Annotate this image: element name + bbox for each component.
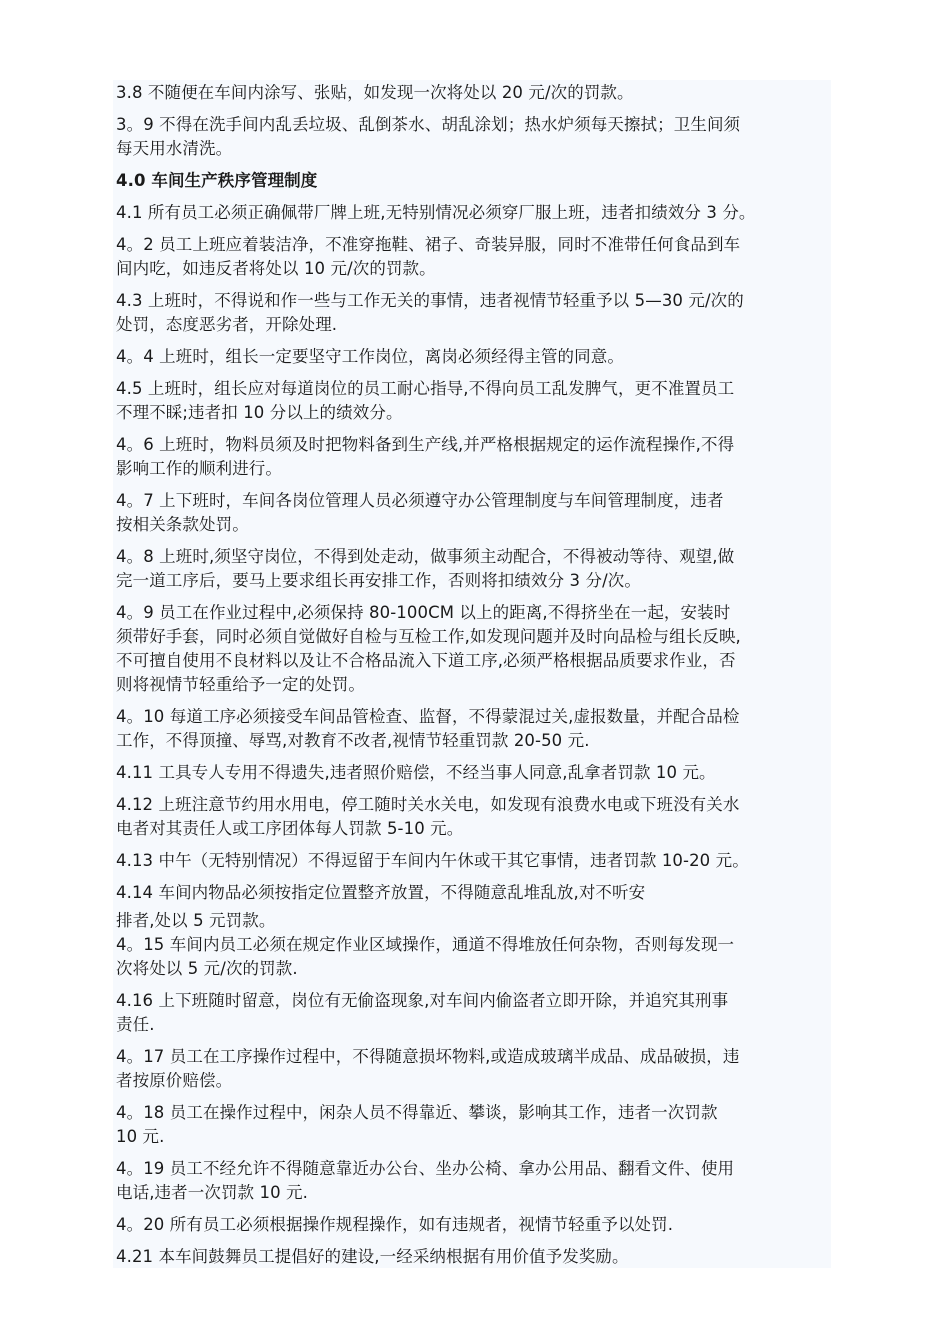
- text-line: 完一道工序后，要马上要求组长再安排工作，否则将扣绩效分 3 分/次。: [116, 571, 641, 590]
- text-line: 4。2 员工上班应着装洁净，不准穿拖鞋、裙子、奇装异服，同时不准带任何食品到车: [116, 235, 741, 254]
- text-line: 按相关条款处罚。: [116, 515, 249, 534]
- text-line: 影响工作的顺利进行。: [116, 459, 282, 478]
- text-line: 4.1 所有员工必须正确佩带厂牌上班,无特别情况必须穿厂服上班，违者扣绩效分 3 分。: [116, 203, 756, 222]
- text-line: 3.8 不随便在车间内涂写、张贴，如发现一次将处以 20 元/次的罚款。: [116, 83, 634, 102]
- text-line: 4.13 中午（无特别情况）不得逗留于车间内午休或干其它事情，违者罚款 10-20 元。: [116, 851, 749, 870]
- text-line: 4.5 上班时，组长应对每道岗位的员工耐心指导,不得向员工乱发脾气，更不准置员工: [116, 379, 735, 398]
- text-line: 4.21 本车间鼓舞员工提倡好的建设,一经采纳根据有用价值予发奖励。: [116, 1247, 629, 1266]
- text-line: 4.16 上下班随时留意，岗位有无偷盗现象,对车间内偷盗者立即开除，并追究其刑事: [116, 991, 729, 1010]
- text-line: 电者对其责任人或工序团体每人罚款 5-10 元。: [116, 819, 464, 838]
- text-line: 责任.: [116, 1015, 155, 1034]
- text-line: 则将视情节轻重给予一定的处罚。: [116, 675, 365, 694]
- text-line: 4。20 所有员工必须根据操作规程操作，如有违规者，视情节轻重予以处罚.: [116, 1215, 674, 1234]
- text-line: 4。19 员工不经允许不得随意靠近办公台、坐办公椅、拿办公用品、翻看文件、使用: [116, 1159, 735, 1178]
- text-line: 电话,违者一次罚款 10 元.: [116, 1183, 308, 1202]
- text-line: 4。4 上班时，组长一定要坚守工作岗位，离岗必须经得主管的同意。: [116, 347, 624, 366]
- text-line: 4。18 员工在操作过程中，闲杂人员不得靠近、攀谈，影响其工作，违者一次罚款: [116, 1103, 718, 1122]
- text-line: 次将处以 5 元/次的罚款.: [116, 959, 298, 978]
- text-line: 4。7 上下班时，车间各岗位管理人员必须遵守办公管理制度与车间管理制度，违者: [116, 491, 724, 510]
- text-line: 排者,处以 5 元罚款。: [116, 911, 276, 930]
- text-line: 3。9 不得在洗手间内乱丢垃圾、乱倒茶水、胡乱涂划；热水炉须每天擦拭；卫生间须: [116, 115, 741, 134]
- text-line: 4。9 员工在作业过程中,必须保持 80-100CM 以上的距离,不得挤坐在一起，安装时: [116, 603, 731, 622]
- text-line: 10 元.: [116, 1127, 165, 1146]
- text-line: 4.11 工具专人专用不得遗失,违者照价赔偿，不经当事人同意,乱拿者罚款 10 元。: [116, 763, 716, 782]
- text-line: 4。6 上班时，物料员须及时把物料备到生产线,并严格根据规定的运作流程操作,不得: [116, 435, 735, 454]
- text-line: 4。15 车间内员工必须在规定作业区域操作，通道不得堆放任何杂物，否则每发现一: [116, 935, 735, 954]
- text-line: 工作，不得顶撞、辱骂,对教育不改者,视情节轻重罚款 20-50 元.: [116, 731, 590, 750]
- text-line: 每天用水清洗。: [116, 139, 233, 158]
- section-heading: 4.0 车间生产秩序管理制度: [116, 171, 318, 190]
- text-line: 4。17 员工在工序操作过程中，不得随意损坏物料,或造成玻璃半成品、成品破损，违: [116, 1047, 740, 1066]
- text-line: 不可擅自使用不良材料以及让不合格品流入下道工序,必须严格根据品质要求作业，否: [116, 651, 736, 670]
- text-line: 4。8 上班时,须坚守岗位，不得到处走动，做事须主动配合，不得被动等待、观望,做: [116, 547, 735, 566]
- text-line: 4.3 上班时，不得说和作一些与工作无关的事情，违者视情节轻重予以 5—30 元/次的: [116, 291, 744, 310]
- text-line: 4.14 车间内物品必须按指定位置整齐放置，不得随意乱堆乱放,对不听安: [116, 883, 646, 902]
- text-line: 者按原价赔偿。: [116, 1071, 233, 1090]
- text-line: 处罚，态度恶劣者，开除处理.: [116, 315, 338, 334]
- text-line: 须带好手套，同时必须自觉做好自检与互检工作,如发现问题并及时向品检与组长反映,: [116, 627, 741, 646]
- text-line: 不理不睬;违者扣 10 分以上的绩效分。: [116, 403, 403, 422]
- text-line: 4。10 每道工序必须接受车间品管检查、监督，不得蒙混过关,虚报数量，并配合品检: [116, 707, 740, 726]
- text-line: 4.12 上班注意节约用水用电，停工随时关水关电，如发现有浪费水电或下班没有关水: [116, 795, 740, 814]
- text-line: 间内吃，如违反者将处以 10 元/次的罚款。: [116, 259, 436, 278]
